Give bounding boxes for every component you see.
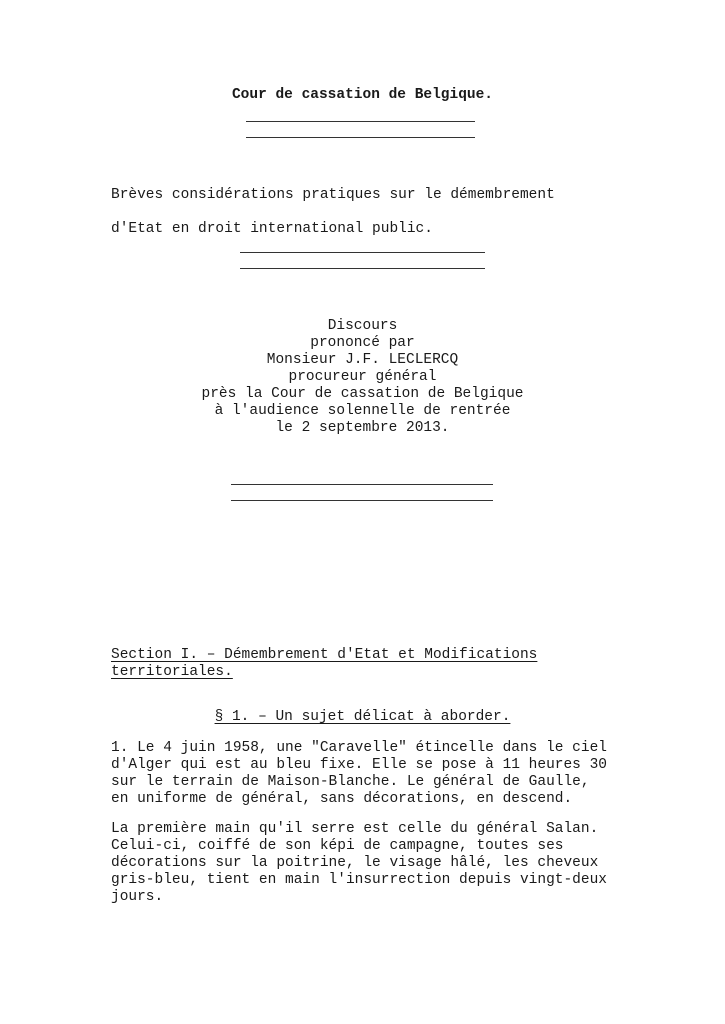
section-heading [111,647,611,681]
body-paragraph-1 [111,740,621,808]
body-paragraph-2 [111,821,621,906]
paragraph-line: La première main qu'il serre est celle du général Salan. [111,821,599,837]
speech-info [0,318,725,437]
speech-line: près la Cour de cassation de Belgique [201,386,524,402]
subject-divider-2 [240,268,485,269]
speech-line: Discours [327,318,398,334]
speech-line: prononcé par [310,335,415,351]
paragraph-heading-text: § 1. – Un sujet délicat à aborder. [214,709,511,725]
speech-divider-1 [231,484,493,485]
speech-divider-2 [231,500,493,501]
paragraph-line: sur le terrain de Maison-Blanche. Le général de Gaulle, [111,774,590,790]
subject-divider-1 [240,252,485,253]
subject-line: d'Etat en droit international public. [111,221,433,237]
paragraph-line: en uniforme de général, sans décorations, en descend. [111,791,573,807]
paragraph-line: décorations sur la poitrine, le visage hâlé, les cheveux [111,855,599,871]
title-divider-1 [246,121,475,122]
court-title: Cour de cassation de Belgique. [231,87,494,103]
speech-line: à l'audience solennelle de rentrée [214,403,511,419]
paragraph-line: gris-bleu, tient en main l'insurrection depuis vingt-deux [111,872,607,888]
speech-line: procureur général [288,369,437,385]
paragraph-line: d'Alger qui est au bleu fixe. Elle se pose à 11 heures 30 [111,757,607,773]
speech-subject [111,170,611,255]
paragraph-line: Celui-ci, coiffé de son képi de campagne, toutes ses [111,838,564,854]
paragraph-line: jours. [111,889,164,905]
paragraph-heading [0,709,725,726]
title-divider-2 [246,137,475,138]
section-heading-line: territoriales. [111,664,233,680]
speech-line: Monsieur J.F. LECLERCQ [266,352,459,368]
section-heading-line: Section I. – Démembrement d'Etat et Modifications [111,647,538,663]
speech-line: le 2 septembre 2013. [275,420,450,436]
paragraph-line: 1. Le 4 juin 1958, une "Caravelle" étincelle dans le ciel [111,740,607,756]
subject-line: Brèves considérations pratiques sur le démembrement [111,187,555,203]
